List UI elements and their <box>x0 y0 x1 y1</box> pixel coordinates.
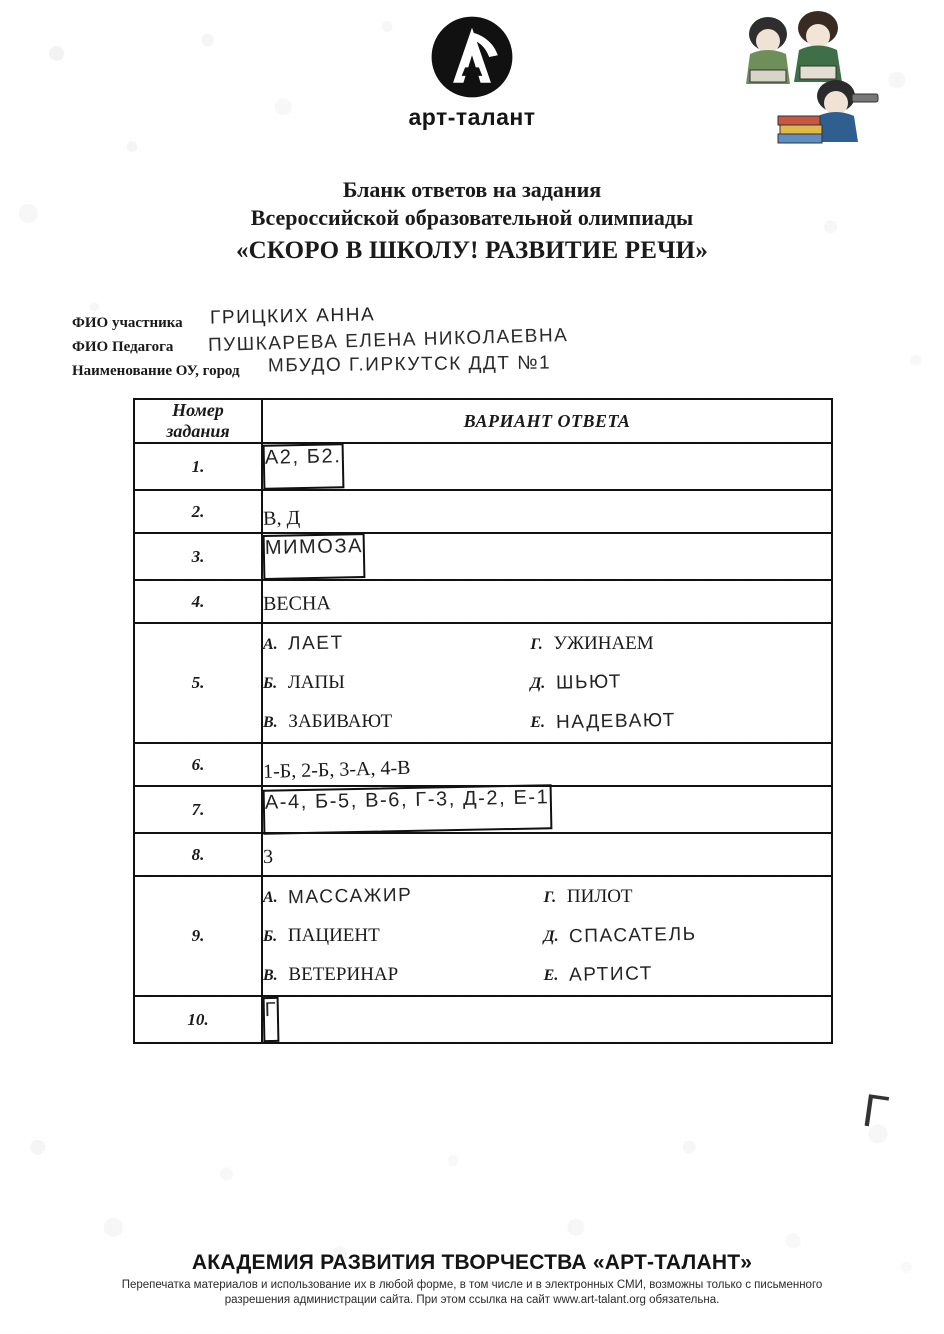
sub-answer-value[interactable]: ПИЛОТ <box>566 886 633 907</box>
sub-answer-value[interactable]: УЖИНАЕМ <box>553 633 654 654</box>
row-number: 3. <box>134 533 262 580</box>
sub-answer-letter: Д. <box>543 928 559 945</box>
sub-answer-cell[interactable] <box>544 917 831 956</box>
header-task-number-line2: задания <box>166 421 230 441</box>
sub-answer-value[interactable]: ВЕТЕРИНАР <box>288 964 399 985</box>
title-line-3: «СКОРО В ШКОЛУ! РАЗВИТИЕ РЕЧИ» <box>235 237 709 264</box>
sub-answer-value[interactable]: НАДЕВАЮТ <box>555 709 676 734</box>
row-number: 2. <box>134 490 262 533</box>
title-line-1: Бланк ответов на задания <box>342 177 602 202</box>
row-answer[interactable]: 3 <box>262 830 832 879</box>
document-footer <box>0 1251 944 1308</box>
table-row <box>134 996 832 1043</box>
participant-name-label: ФИО участника <box>72 315 183 331</box>
sub-answer-cell[interactable] <box>263 917 544 956</box>
row-answer[interactable]: 1-Б, 2-Б, 3-А, 4-В <box>262 735 833 794</box>
footer-title: АКАДЕМИЯ РАЗВИТИЯ ТВОРЧЕСТВА «АРТ-ТАЛАНТ» <box>191 1251 753 1274</box>
sub-answer-letter: В. <box>263 714 278 731</box>
sub-answer-letter: А. <box>263 889 278 906</box>
row-answer[interactable]: А-4, Б-5, В-6, Г-3, Д-2, Е-1 <box>263 784 552 835</box>
header-answer-variant: ВАРИАНТ ОТВЕТА <box>262 399 832 443</box>
row-answer[interactable]: ВЕСНА <box>262 577 832 626</box>
sub-answer-cell[interactable] <box>530 664 831 703</box>
sub-answer-cell[interactable] <box>263 956 544 995</box>
sub-answer-letter: Д. <box>530 675 546 692</box>
table-header-row <box>134 399 832 443</box>
row-number: 9. <box>134 876 262 996</box>
field-row-org <box>72 352 872 382</box>
row-answer[interactable]: Г <box>263 997 280 1042</box>
brand-name: арт-талант <box>408 104 536 130</box>
row-answer-grid <box>262 623 832 743</box>
pen-scribble-mark: Г <box>859 1083 892 1139</box>
table-row <box>134 743 832 786</box>
title-line-2: Всероссийской образовательной олимпиады <box>250 205 694 230</box>
header-task-number <box>134 399 262 443</box>
row-number: 1. <box>134 443 262 490</box>
sub-answer-row <box>263 956 831 995</box>
participant-fields <box>72 304 872 384</box>
sub-answer-cell[interactable] <box>263 703 530 742</box>
art-talant-logo-icon <box>429 14 515 100</box>
sub-answer-cell[interactable] <box>263 625 530 664</box>
sub-answer-row <box>263 703 831 742</box>
document-title <box>0 176 944 268</box>
row-number: 5. <box>134 623 262 743</box>
sub-answer-value[interactable]: ПАЦИЕНТ <box>287 925 380 946</box>
table-row <box>134 876 832 996</box>
row-answer[interactable]: А2, Б2. <box>263 443 344 490</box>
sub-answer-letter: А. <box>263 636 278 653</box>
row-number: 7. <box>134 786 262 833</box>
children-reading-illustration <box>706 8 896 148</box>
sub-answer-cell[interactable] <box>544 956 831 995</box>
row-number: 8. <box>134 833 262 876</box>
sub-answer-letter: Б. <box>263 928 278 945</box>
sub-answer-value[interactable]: АРТИСТ <box>568 963 654 986</box>
table-row <box>134 533 832 580</box>
sub-answer-row <box>263 878 831 917</box>
row-answer-grid <box>262 876 832 996</box>
sub-answer-value[interactable]: СПАСАТЕЛЬ <box>569 923 698 948</box>
table-row <box>134 786 832 833</box>
participant-name-value[interactable]: ГРИЦКИХ АННА <box>209 304 376 329</box>
sub-answer-row <box>263 917 831 956</box>
sub-answer-row <box>263 625 831 664</box>
row-answer[interactable]: В, Д <box>262 482 833 541</box>
footer-copyright-note: Перепечатка материалов и использование их в любой форме, в том числе и в электронных СМИ, возможны только с письменного разрешения администрации сайта. При этом ссылка на сайт www.art-talant.org обязательна. <box>121 1279 823 1306</box>
table-row <box>134 580 832 623</box>
sub-answer-letter: Б. <box>263 675 278 692</box>
header-task-number-line1: Номер <box>172 400 224 420</box>
sub-answer-letter: Е. <box>530 714 545 731</box>
sub-answer-value[interactable]: ЗАБИВАЮТ <box>288 711 393 732</box>
sub-answer-grid <box>263 625 831 742</box>
sub-answer-cell[interactable] <box>530 625 831 664</box>
row-number: 4. <box>134 580 262 623</box>
organization-value[interactable]: МБУДО Г.ИРКУТСК ДДТ №1 <box>267 352 552 377</box>
organization-label: Наименование ОУ, город <box>72 363 240 379</box>
sub-answer-value[interactable]: МАССАЖИР <box>288 884 414 909</box>
table-row <box>134 833 832 876</box>
sub-answer-cell[interactable] <box>263 878 544 917</box>
sub-answer-grid <box>263 878 831 995</box>
sub-answer-cell[interactable] <box>544 878 831 917</box>
row-number: 6. <box>134 743 262 786</box>
sub-answer-letter: Г. <box>543 889 557 906</box>
sub-answer-letter: Г. <box>530 636 543 653</box>
table-row <box>134 490 832 533</box>
table-row <box>134 443 832 490</box>
sub-answer-value[interactable]: ШЬЮТ <box>555 671 623 694</box>
table-row <box>134 623 832 743</box>
sub-answer-value[interactable]: ЛАПЫ <box>287 672 345 693</box>
teacher-name-label: ФИО Педагога <box>72 339 174 355</box>
row-number: 10. <box>134 996 262 1043</box>
sub-answer-value[interactable]: ЛАЕТ <box>288 632 345 655</box>
row-answer[interactable]: МИМОЗА <box>263 533 366 580</box>
sub-answer-cell[interactable] <box>263 664 530 703</box>
answers-table <box>133 398 833 1044</box>
sub-answer-letter: Е. <box>543 967 559 984</box>
sub-answer-letter: В. <box>263 967 278 984</box>
sub-answer-row <box>263 664 831 703</box>
teacher-name-value[interactable]: ПУШКАРЕВА ЕЛЕНА НИКОЛАЕВНА <box>207 324 569 357</box>
